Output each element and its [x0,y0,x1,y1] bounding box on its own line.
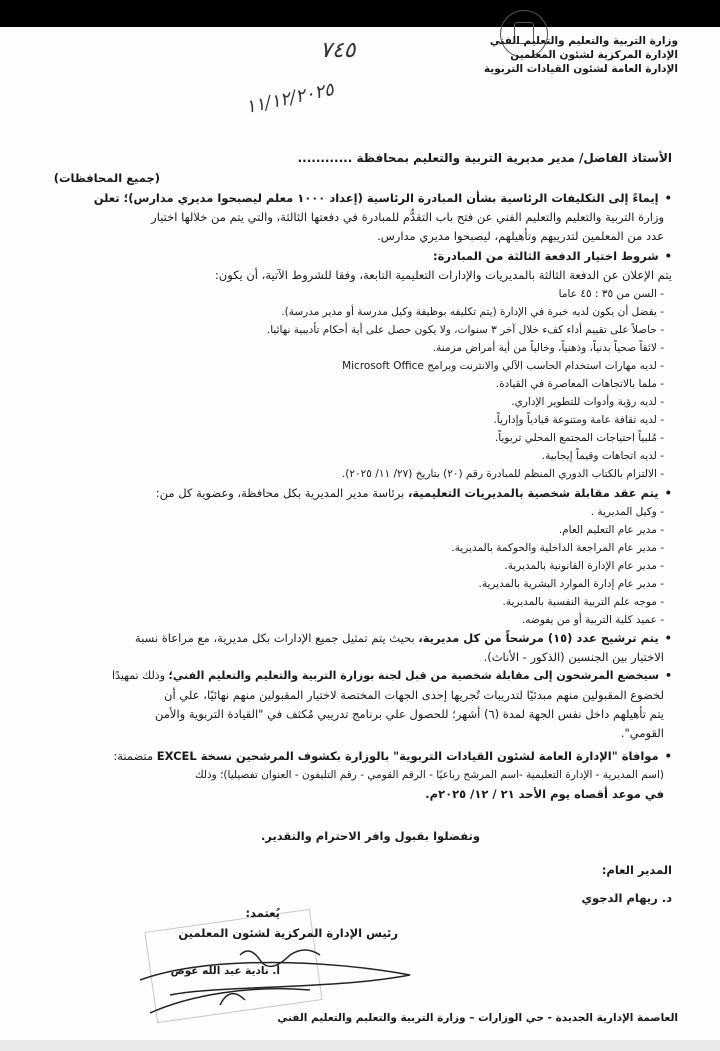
bullet-5-line: القومي". [620,726,664,740]
bullet-3-rest: برئاسة مدير المديرية بكل محافظة، وعضوية كل من: [155,486,408,500]
condition-item: - لديه اتجاهات وقيماً إيجابية. [541,450,664,462]
bottom-bar [0,1040,720,1051]
committee-member: - مدير عام إدارة الموارد البشرية بالمديرية. [478,578,664,590]
bullet-4 [135,630,672,646]
letterhead-line: وزارة التربية والتعليم والتعليم الفني [489,35,678,47]
approval-title: رئيس الإدارة المركزية لشئون المعلمين [178,926,398,940]
letterhead [484,34,678,76]
committee-member: - مدير عام المراجعة الداخلية والحوكمة بالمديرية. [451,542,664,554]
closing: وتفضلوا بقبول وافر الاحترام والتقدير. [260,829,480,843]
recipients: (جميع المحافظات) [53,171,160,185]
bullet-1-line: عدد من المعلمين لتدريبهم وتأهيلهم، ليصبحوا مديري مدارس. [377,229,664,243]
letterhead-line: الإدارة العامة لشئون القيادات التربوية [483,63,678,75]
condition-item: - لديه رؤية وأدوات للتطوير الإداري. [511,396,664,408]
director-name: د. ريهام الدجوي [581,891,672,905]
top-black-bar [0,0,720,27]
bullet-6-rest: متضمنة: [113,749,157,763]
footer-address: العاصمة الإدارية الجديدة - حي الوزارات – وزارة التربية والتعليم والتعليم الفني [277,1012,678,1024]
bullet-2-heading: • شروط اختيار الدفعة الثالثة من المبادرة: [433,248,672,264]
condition-item: - يفضل أن يكون لديه خبرة في الإدارة (يتم تكليفه بوظيفة وكيل مدرسة أو مدير مدرسة). [281,306,664,318]
bullet-5-line: لخضوع المقبولين منهم مبدئيًا لتدريبات تُجريها إحدى الجهات المختصة لاختيار المقبولين منهم نهائيًا، علي أن [164,688,664,702]
bullet-5-bold: سيخضع المرشحون إلى مقابلة شخصية من قبل لجنة بوزارة التربية والتعليم والتعليم الفني؛ [168,669,659,682]
salutation: الأستاذ الفاضل/ مدير مديرية التربية والتعليم بمحافظة ............ [297,151,672,165]
condition-item: - مُلبياً احتياجات المجتمع المحلي تربوياً. [494,432,664,444]
committee-member: - موجه علم التربية النفسية بالمديرية. [502,596,664,608]
bullet-5-rest: وذلك تمهيدًا [112,669,169,682]
approval-label: يُعتمد: [245,906,280,920]
bullet-4-rest: بحيث يتم تمثيل جميع الإدارات بكل مديرية، مع مراعاة نسبة [135,631,419,645]
bullet-2-intro: يتم الإعلان عن الدفعة الثالثة بالمديريات والإدارات التعليمية التابعة، وفقا للشروط الآتية، أن يكون: [214,268,672,282]
condition-item: - لائقاً صحياً بدنياً، وذهنياً، وخالياً من أية أمراض مزمنة. [432,342,664,354]
handwritten-number: ٧٤٥ [320,38,356,63]
bullet-6-deadline: في موعد أقصاه يوم الأحد ٢١ / ١٢/ ٢٠٢٥م. [425,787,664,801]
bullet-4-line: الاختيار بين الجنسين (الذكور - الأناث). [483,650,664,664]
handwritten-date: ١١/١٢/٢٠٢٥ [243,78,336,119]
condition-item: - لديه مهارات استخدام الحاسب الآلي والانترنت وبرامج Microsoft Office [342,360,664,372]
condition-item: - الالتزام بالكتاب الدوري المنظم للمبادرة رقم (٢٠) بتاريخ (٢٧/ ١١/ ٢٠٢٥). [341,468,664,480]
bullet-6-line: (اسم المديرية - الإدارة التعليمية -اسم المرشح رباعيًا - الرقم القومي - رقم التليفون - العنوان تفصيليا)؛ وذلك [194,769,664,781]
condition-item: - ملما بالاتجاهات المعاصرة في القيادة. [495,378,664,390]
condition-item: - السن من ٣٥ : ٤٥ عاما [558,288,664,300]
condition-item: - لديه ثقافة عامة ومتنوعة قيادياً وإدارياً. [493,414,664,426]
bullet-5-line: يتم تأهيلهم داخل نفس الجهة لمدة (٦) أشهر؛ للحصول علي برنامج تدريبي مُكثف في "القيادة التربوية والأمن [154,707,664,721]
committee-member: - مدير عام التعليم العام. [558,524,664,536]
committee-member: - مدير عام الإدارة القانونية بالمديرية. [504,560,664,572]
bullet-1-line: وزارة التربية والتعليم والتعليم الفني عن فتح باب التقدُّم للمبادرة في دفعتها الثالثة، والتي يتم من خلالها اختيار [151,210,664,224]
bullet-3-bold: يتم عقد مقابلة شخصية بالمديريات التعليمية، [407,486,659,500]
bullet-1-line: • إيماءً إلى التكليفات الرئاسية بشأن المبادرة الرئاسية (إعداد ١٠٠٠ معلم ليصبحوا مديري مدارس)؛ تعلن [94,190,672,206]
bullet-6 [113,748,672,764]
bullet-5 [112,668,672,684]
approval-name: أ. نادية عبد الله عوض [170,965,280,977]
committee-member: - عميد كلية التربية أو من يفوضه. [521,614,664,626]
director-title: المدير العام: [601,863,672,877]
condition-item: - حاصلاً على تقييم أداء كفء خلال آخر ٣ سنوات، ولا يكون حصل على أية أحكام تأديبية نهائيا. [266,324,664,336]
bullet-4-bold: يتم ترشيح عدد (١٥) مرشحاً من كل مديرية، [418,631,659,645]
bullet-6-bold: موافاة "الإدارة العامة لشئون القيادات التربوية" بالوزارة بكشوف المرشحين نسخة EXCEL [156,749,659,763]
committee-member: - وكيل المديرية . [590,506,664,518]
letterhead-line: الإدارة المركزية لشئون المعلمين [510,49,678,61]
bullet-3 [156,485,672,501]
